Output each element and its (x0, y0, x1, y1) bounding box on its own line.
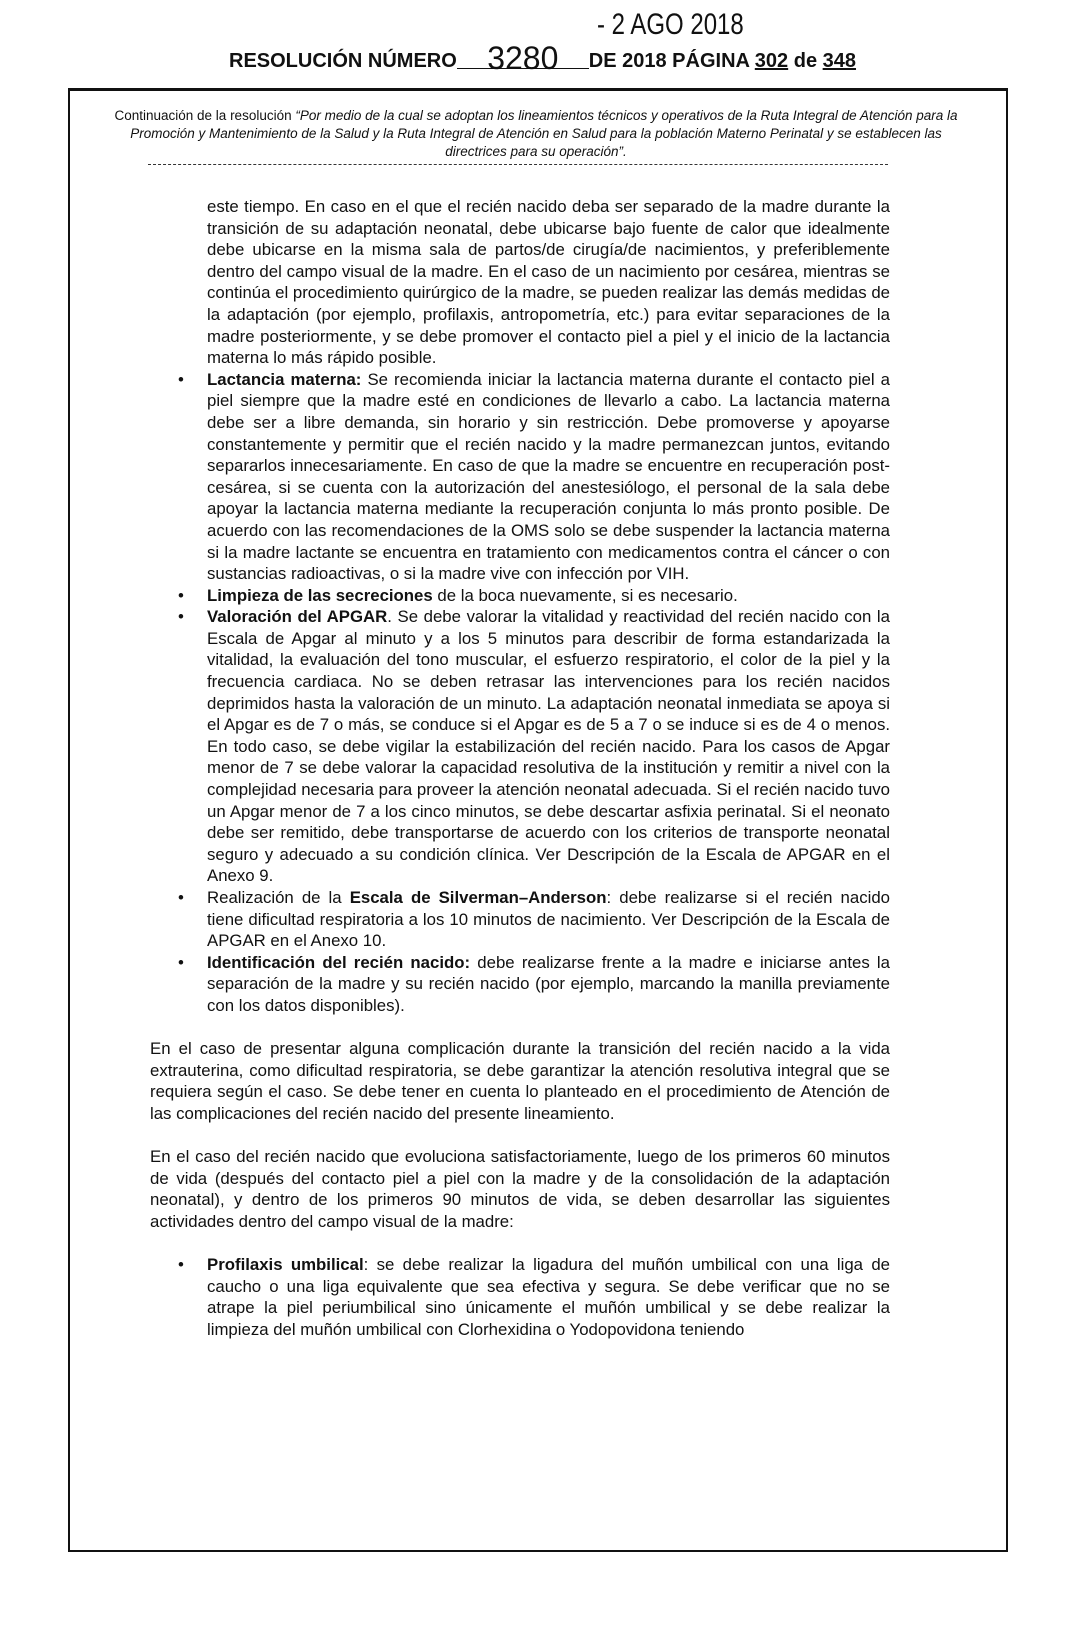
intro-paragraph: este tiempo. En caso en el que el recién nacido deba ser separado de la madre durante la transición de su adaptación neonatal, debe ubicarse bajo fuente de calor que idealmente debe ubicarse en la misma sala de partos/de cirugía/de nacimientos, y preferiblemente dentro del campo visual de la madre. En el caso de un nacimiento por cesárea, mientras se continúa el procedimiento quirúrgico de la madre, se pueden realizar las demás medidas de la adaptación (por ejemplo, profilaxis, antropometría, etc.) para evitar separaciones de la madre posteriormente, y se debe promover el contacto piel a piel y el inicio de la lactancia materna lo más rápido posible. (207, 197, 890, 368)
date-stamp: - 2 AGO 2018 (597, 8, 744, 41)
item-heading: Lactancia materna: (207, 369, 362, 389)
of-label: de (793, 50, 818, 72)
resolution-label: RESOLUCIÓN NÚMERO (229, 50, 457, 72)
item-heading: Limpieza de las secreciones (207, 585, 433, 605)
item-heading: Profilaxis umbilical (207, 1255, 364, 1275)
list-item (150, 887, 890, 952)
list-item (150, 369, 890, 585)
item-text: debe realizarse frente a la madre e iniciarse antes la separación de la madre y su recién nacido (por ejemplo, marcando la manilla previamente con los datos disponibles). (207, 952, 890, 1015)
list-item (150, 585, 890, 607)
dashed-divider (148, 164, 888, 165)
item-text: de la boca nuevamente, si es necesario. (432, 585, 738, 605)
item-prefix: Realización de la (207, 888, 350, 907)
resolution-number: 3280 (457, 48, 589, 69)
satisfactory-paragraph: En el caso del recién nacido que evoluciona satisfactoriamente, luego de los primeros 60 minutos de vida (después del contacto piel a piel con la madre y de la consolidación de la adaptación neonatal), y dentro de los primeros 90 minutos de vida, se deben desarrollar las siguientes actividades dentro del campo visual de la madre: (150, 1147, 890, 1231)
item-text: . Se debe valorar la vitalidad y reactividad del recién nacido con la Escala de Apgar al minuto y a los 5 minutos para describir de forma estandarizada la vitalidad, la evaluación del tono muscular, el esfuerzo respiratorio, el color de la piel y la frecuencia cardiaca. No se deben retrasar las intervenciones para los recién nacidos deprimidos hasta la valoración de un minuto. La adaptación neonatal inmediata se apoya si el Apgar es de 7 o más, se conduce si el Apgar es de 5 a 7 o se induce si es de 4 o menos. En todo caso, se debe vigilar la estabilización del recién nacido. Para los casos de Apgar menor de 7 se debe valorar la capacidad resolutiva de la institución y remitir a nivel con la complejidad necesaria para proveer la atención neonatal adecuada. Si el recién nacido tuvo un Apgar menor de 7 a los cinco minutos, se debe descartar asfixia perinatal. Si el neonato debe ser remitido, debe transportarse de acuerdo con los criterios de transporte neonatal seguro y adecuado a su condición clínica. Ver Descripción de la Escala de APGAR en el Anexo 9. (207, 607, 890, 886)
year-page-label: DE 2018 PÁGINA (588, 50, 750, 72)
continuation-prefix: Continuación de la resolución (114, 108, 296, 123)
item-text: : se debe realizar la ligadura del muñón umbilical con una liga de caucho o una liga equivalente que sea efectiva y segura. Se debe verificar que no se atrape la piel periumbilical sino únicamente el muñón umbilical y se debe realizar la limpieza del muñón umbilical con Clorhexidina o Yodopovidona teniendo (207, 1255, 890, 1339)
continuation-quote: “Por medio de la cual se adoptan los lineamientos técnicos y operativos de la Ruta Integral de Atención para la Promoción y Mantenimiento de la Salud y la Ruta Integral de Atención en Salud para la población Materno Perinatal y se establecen las directrices para su operación”. (130, 108, 958, 159)
resolution-header (229, 40, 857, 76)
list-item (150, 1254, 890, 1340)
item-text: Se recomienda iniciar la lactancia materna durante el contacto piel a piel siempre que la madre esté en condiciones de llevarlo a cabo. La lactancia materna debe ser a libre demanda, sin horario y sin restricción. Debe promoverse y apoyarse constantemente y permitir que el recién nacido y la madre permanezcan juntos, evitando separarlos innecesariamente. En caso de que la madre se encuentre en recuperación post-cesárea, si se cuenta con la autorización del anestesiólogo, el personal de la sala debe apoyar la lactancia materna mediante la recuperación conjunta lo más pronto posible. De acuerdo con las recomendaciones de la OMS solo se debe suspender la lactancia materna si la madre lactante se encuentra en tratamiento con medicamentos contra el cáncer o con sustancias radioactivas, o si la madre vive con infección por VIH. (207, 369, 890, 584)
item-text: : debe realizarse si el recién nacido tiene dificultad respiratoria a los 10 minutos de nacimiento. Ver Descripción de la Escala de APGAR en el Anexo 10. (207, 888, 891, 951)
total-pages: 348 (822, 50, 857, 72)
item-heading: Valoración del APGAR (207, 607, 388, 627)
item-heading: Identificación del recién nacido: (207, 952, 471, 972)
item-heading: Escala de Silverman–Anderson (349, 888, 607, 907)
complications-paragraph: En el caso de presentar alguna complicación durante la transición del recién nacido a la vida extrauterina, como dificultad respiratoria, se debe garantizar la atención resolutiva integral que se requiera según el caso. Se debe tener en cuenta lo planteado en el procedimiento de Atención de las complicaciones del recién nacido del presente lineamiento. (150, 1039, 890, 1123)
continuation-note (110, 107, 962, 161)
page-number: 302 (754, 50, 789, 72)
bullet-list-2 (150, 1254, 890, 1340)
bullet-list (150, 369, 890, 1017)
list-item (150, 606, 890, 887)
list-item (150, 952, 890, 1017)
body-text (150, 196, 890, 1340)
